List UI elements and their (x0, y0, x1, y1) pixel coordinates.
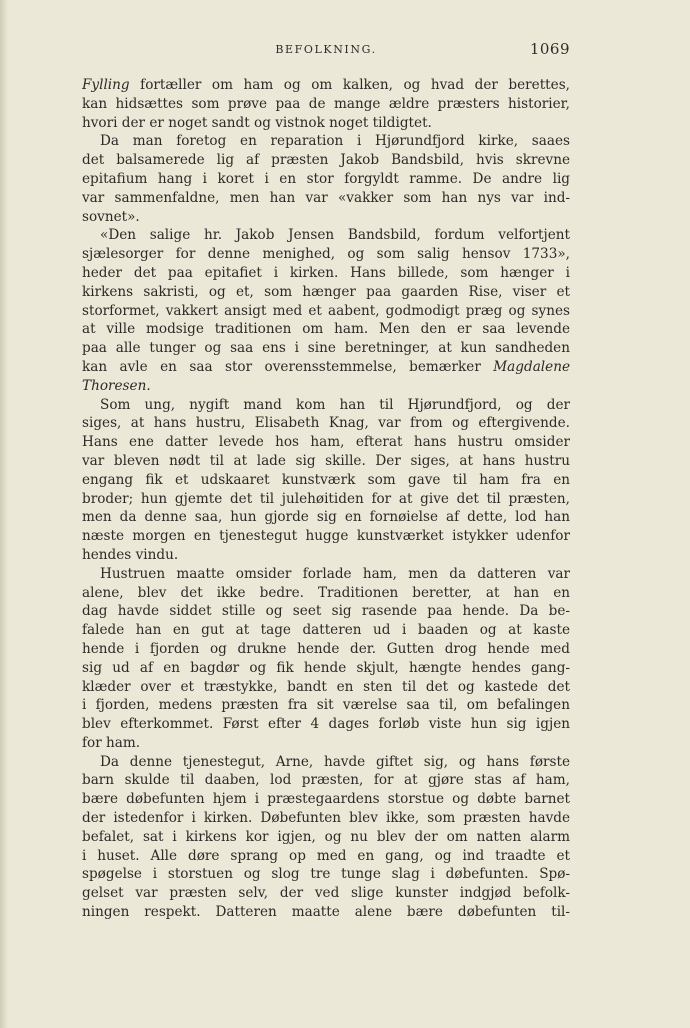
text-line (82, 377, 570, 396)
text-line (82, 678, 570, 697)
page-number: 1069 (529, 40, 570, 58)
running-head: BEFOLKNING. (275, 43, 377, 56)
text-line (82, 809, 570, 828)
line-text: paa alle tunger og saa ens i sine beretninger, at kun sandheden (82, 340, 570, 357)
line-text: hvori der er noget sandt og vistnok noget tildigtet. (82, 114, 432, 131)
text-line (82, 884, 570, 903)
text-line (82, 264, 570, 283)
text-line (82, 452, 570, 471)
text-line (82, 865, 570, 884)
paragraph (82, 132, 570, 226)
text-line (82, 283, 570, 302)
text-line (82, 903, 570, 922)
text-line (82, 828, 570, 847)
text-line (82, 565, 570, 584)
paragraph (82, 226, 570, 395)
text-line (82, 132, 570, 151)
text-line (82, 640, 570, 659)
text-line (82, 527, 570, 546)
line-text: klæder over et træstykke, bandt en sten til det og kastede det (82, 678, 570, 695)
line-text: Hustruen maatte omsider forlade ham, men da datteren var (100, 565, 570, 582)
text-line (82, 396, 570, 415)
italic-name: Thoresen. (82, 377, 151, 394)
line-text: sig ud af en bagdør og fik hende skjult, hængte hendes gang- (82, 659, 570, 676)
text-line (82, 151, 570, 170)
line-text: ningen respekt. Datteren maatte alene bære døbefunten til- (82, 904, 570, 921)
text-line (82, 790, 570, 809)
text-line (82, 189, 570, 208)
line-text: kirkens sakristi, og et, som hænger paa gaarden Rise, viser et (82, 283, 570, 300)
line-text: var bleven nødt til at lade sig skille. Der siges, at hans hustru (82, 452, 570, 469)
page-header (82, 40, 570, 60)
line-text: fortæller om ham og om kalken, og hvad der berettes, (129, 77, 570, 93)
text-line (82, 508, 570, 527)
text-line (82, 339, 570, 358)
paragraph (82, 76, 570, 132)
line-text: var sammenfaldne, men han var «vakker som han nys var ind- (82, 189, 570, 206)
line-text: epitafium hang i koret i en stor forgyldt ramme. De andre lig (82, 170, 570, 187)
text-line (82, 490, 570, 509)
line-text: alene, blev det ikke bedre. Traditionen beretter, at han en (82, 584, 570, 601)
text-line (82, 715, 570, 734)
text-line (82, 753, 570, 772)
line-text: hendes vindu. (82, 546, 179, 563)
text-line (82, 602, 570, 621)
text-line (82, 471, 570, 490)
line-text: engang fik et udskaaret kunstværk som gave til ham fra en (82, 471, 570, 488)
line-text: næste morgen en tjenestegut hugge kunstværket istykker udenfor (82, 528, 570, 545)
text-line (82, 621, 570, 640)
paragraph (82, 396, 570, 565)
text-line (82, 847, 570, 866)
line-text: i fjorden, medens præsten fra sit værelse saa til, om befalingen (82, 697, 570, 714)
text-line (82, 95, 570, 114)
text-line (82, 358, 570, 377)
paragraph (82, 565, 570, 753)
line-text: barn skulde til daaben, lod præsten, for at gjøre stas af ham, (82, 772, 570, 789)
line-text: falede han en gut at tage datteren ud i baaden og at kaste (82, 622, 570, 639)
line-text: Hans ene datter levede hos ham, efterat hans hustru omsider (82, 434, 570, 451)
text-line (82, 170, 570, 189)
line-text: men da denne saa, hun gjorde sig en fornøielse af dette, lod han (82, 509, 570, 526)
line-text: for ham. (82, 734, 141, 751)
line-text: Som ung, nygift mand kom han til Hjørundfjord, og der (100, 396, 570, 413)
text-line (82, 584, 570, 603)
text-line (82, 414, 570, 433)
line-text: gelset var præsten selv, der ved slige kunster indgjød befolk- (82, 885, 570, 902)
text-line (82, 734, 570, 753)
line-text: siges, at hans hustru, Elisabeth Knag, var from og eftergivende. (82, 415, 570, 432)
line-text: kan hidsættes som prøve paa de mange ældre præsters historier, (82, 95, 570, 112)
line-text: Da denne tjenestegut, Arne, havde giftet sig, og hans første (100, 753, 570, 770)
text-line (82, 114, 570, 133)
text-line (82, 320, 570, 339)
line-text: blev efterkommet. Først efter 4 dages forløb viste hun sig igjen (82, 716, 570, 733)
line-text: sovnet». (82, 208, 140, 225)
line-text: spøgelse i storstuen og slog tre tunge slag i døbefunten. Spø- (82, 866, 570, 883)
line-text: i huset. Alle døre sprang op med en gang, og ind traadte et (82, 847, 570, 864)
body-text (82, 76, 570, 922)
italic-name: Magdalene (493, 358, 570, 375)
text-line (82, 245, 570, 264)
text-line (82, 302, 570, 321)
text-line (82, 771, 570, 790)
line-text: det balsamerede lig af præsten Jakob Bandsbild, hvis skrevne (82, 152, 570, 169)
line-text: befalet, sat i kirkens kor igjen, og nu blev der om natten alarm (82, 828, 570, 845)
text-line (82, 76, 570, 95)
line-text: kan avle en saa stor overensstemmelse, bemærker (82, 358, 494, 375)
italic-name: Fylling (82, 77, 130, 93)
line-text: «Den salige hr. Jakob Jensen Bandsbild, fordum velfortjent (100, 227, 570, 244)
line-text: dag havde siddet stille og seet sig rasende paa hende. Da be- (82, 603, 570, 620)
line-text: hende i fjorden og drukne hende der. Gutten drog hende med (82, 640, 570, 657)
text-line (82, 696, 570, 715)
line-text: Da man foretog en reparation i Hjørundfjord kirke, saaes (100, 133, 570, 150)
line-text: broder; hun gjemte det til julehøitiden for at give det til præsten, (82, 490, 570, 507)
line-text: storformet, vakkert ansigt med et aabent, godmodigt præg og synes (82, 302, 570, 319)
text-line (82, 433, 570, 452)
line-text: at ville modsige traditionen om ham. Men den er saa levende (82, 321, 570, 338)
binding-shadow (0, 0, 8, 1028)
text-line (82, 226, 570, 245)
line-text: der istedenfor i kirken. Døbefunten blev ikke, som præsten havde (82, 810, 570, 827)
text-line (82, 659, 570, 678)
line-text: sjælesorger for denne menighed, og som salig hensov 1733», (82, 246, 570, 263)
line-text: heder det paa epitafiet i kirken. Hans billede, som hænger i (82, 264, 570, 281)
text-line (82, 546, 570, 565)
text-line (82, 208, 570, 227)
line-text: bære døbefunten hjem i præstegaardens storstue og døbte barnet (82, 791, 570, 808)
paragraph (82, 753, 570, 922)
